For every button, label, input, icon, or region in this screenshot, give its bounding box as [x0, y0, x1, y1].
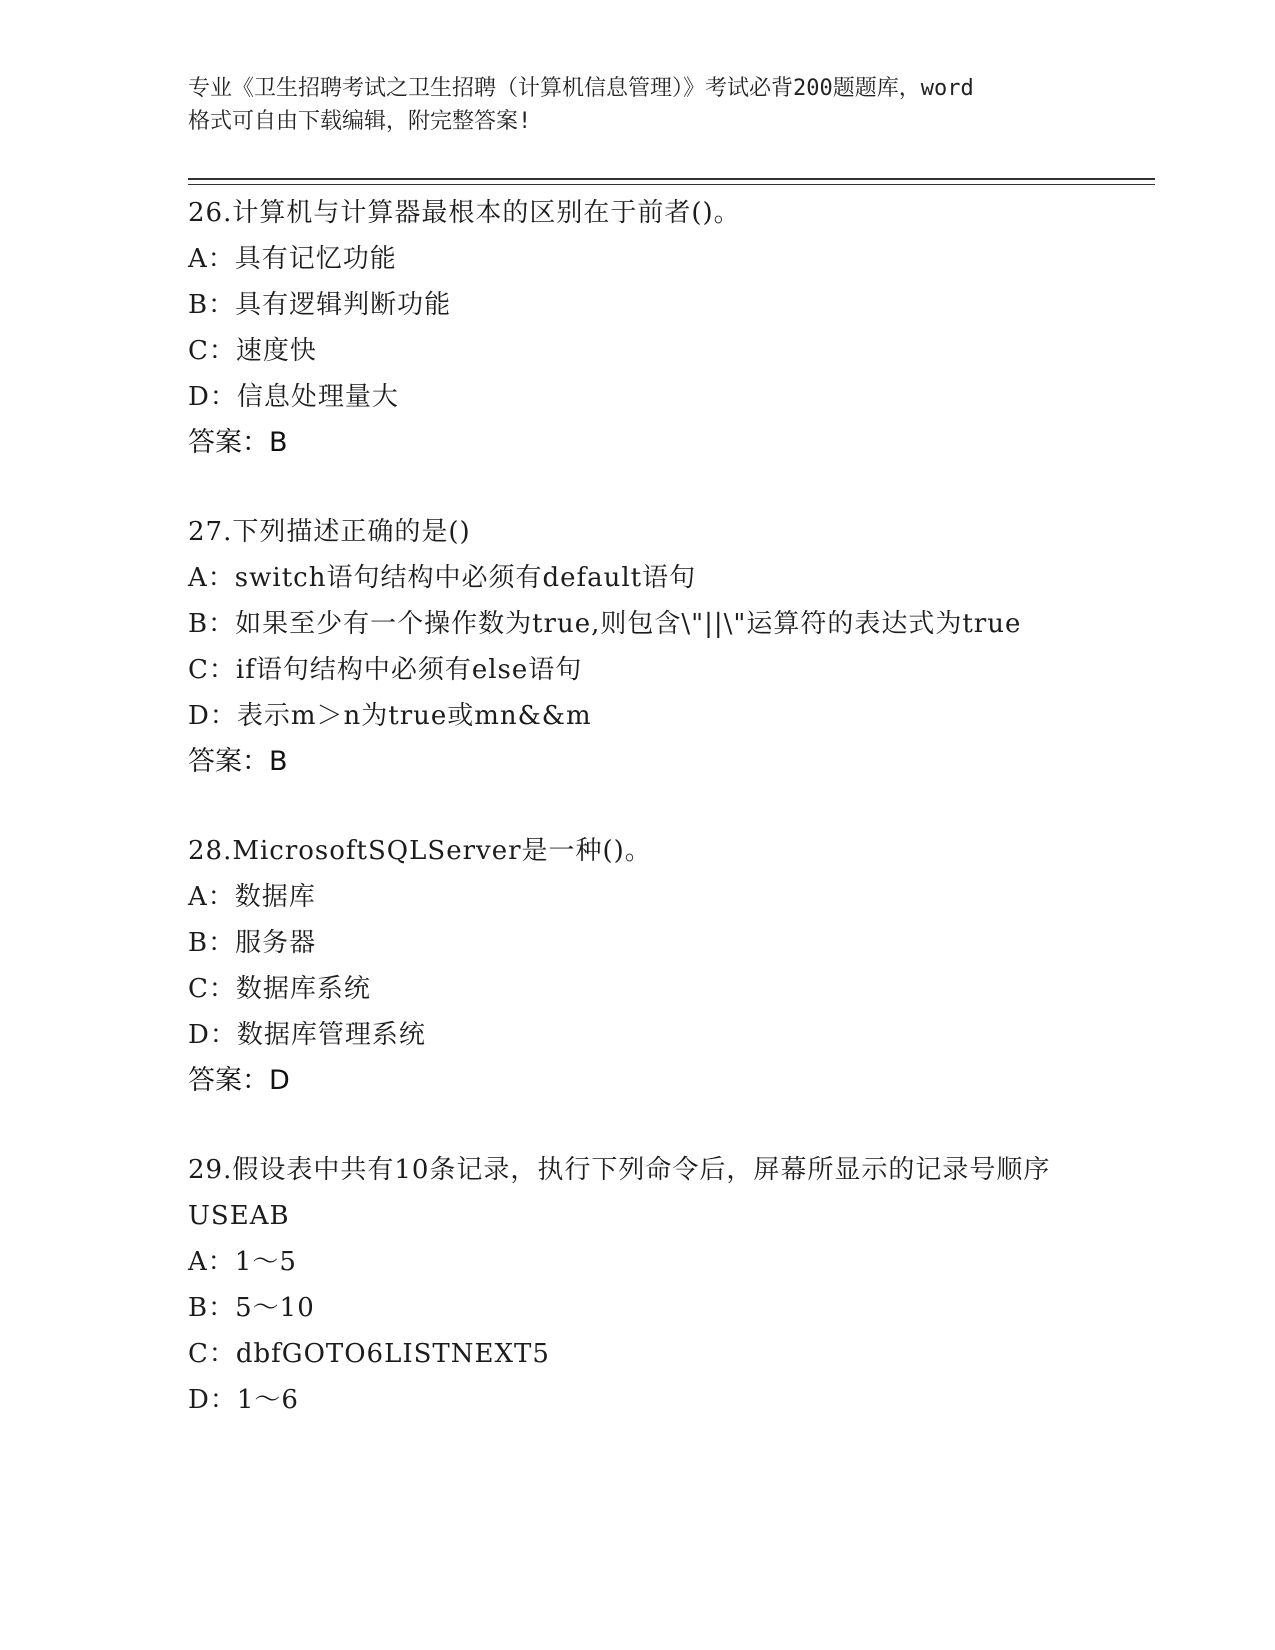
- answer-label: 答案：D: [188, 1065, 290, 1096]
- header-divider-bottom: [188, 184, 1155, 185]
- option-c: C：数据库系统: [188, 974, 371, 1004]
- question-27: [188, 509, 1088, 785]
- option-c: C：if语句结构中必须有else语句: [188, 655, 583, 685]
- option-a: A：switch语句结构中必须有default语句: [188, 563, 697, 593]
- option-d: D：表示m＞n为true或mn&&m: [188, 701, 592, 731]
- option-d: D：数据库管理系统: [188, 1020, 426, 1050]
- question-26: [188, 190, 1088, 466]
- question-28: [188, 828, 1088, 1104]
- question-stem: 29.假设表中共有10条记录，执行下列命令后，屏幕所显示的记录号顺序USEAB: [188, 1155, 1051, 1231]
- option-b: B：具有逻辑判断功能: [188, 290, 452, 320]
- option-b: B：服务器: [188, 928, 317, 958]
- document-header: [188, 72, 1088, 138]
- question-29: [188, 1147, 1088, 1423]
- option-c: C：dbfGOTO6LISTNEXT5: [188, 1339, 550, 1369]
- option-a: A：数据库: [188, 882, 316, 912]
- question-stem: 27.下列描述正确的是(): [188, 517, 471, 547]
- header-divider-top: [188, 178, 1155, 180]
- option-a: A：1～5: [188, 1247, 297, 1277]
- answer-label: 答案：B: [188, 427, 288, 458]
- question-stem: 26.计算机与计算器最根本的区别在于前者()。: [188, 198, 741, 228]
- header-line-1: 专业《卫生招聘考试之卫生招聘（计算机信息管理）》考试必背200题题库，word: [188, 76, 974, 101]
- question-stem: 28.MicrosoftSQLServer是一种()。: [188, 836, 652, 866]
- option-a: A：具有记忆功能: [188, 244, 397, 274]
- header-line-2: 格式可自由下载编辑，附完整答案!: [188, 109, 532, 134]
- option-b: B：5～10: [188, 1293, 315, 1323]
- option-b: B：如果至少有一个操作数为true,则包含\"||\"运算符的表达式为true: [188, 609, 1022, 639]
- answer-label: 答案：B: [188, 746, 288, 777]
- question-list: [188, 190, 1088, 1466]
- option-d: D：信息处理量大: [188, 382, 399, 412]
- option-c: C：速度快: [188, 336, 317, 366]
- option-d: D：1～6: [188, 1385, 299, 1415]
